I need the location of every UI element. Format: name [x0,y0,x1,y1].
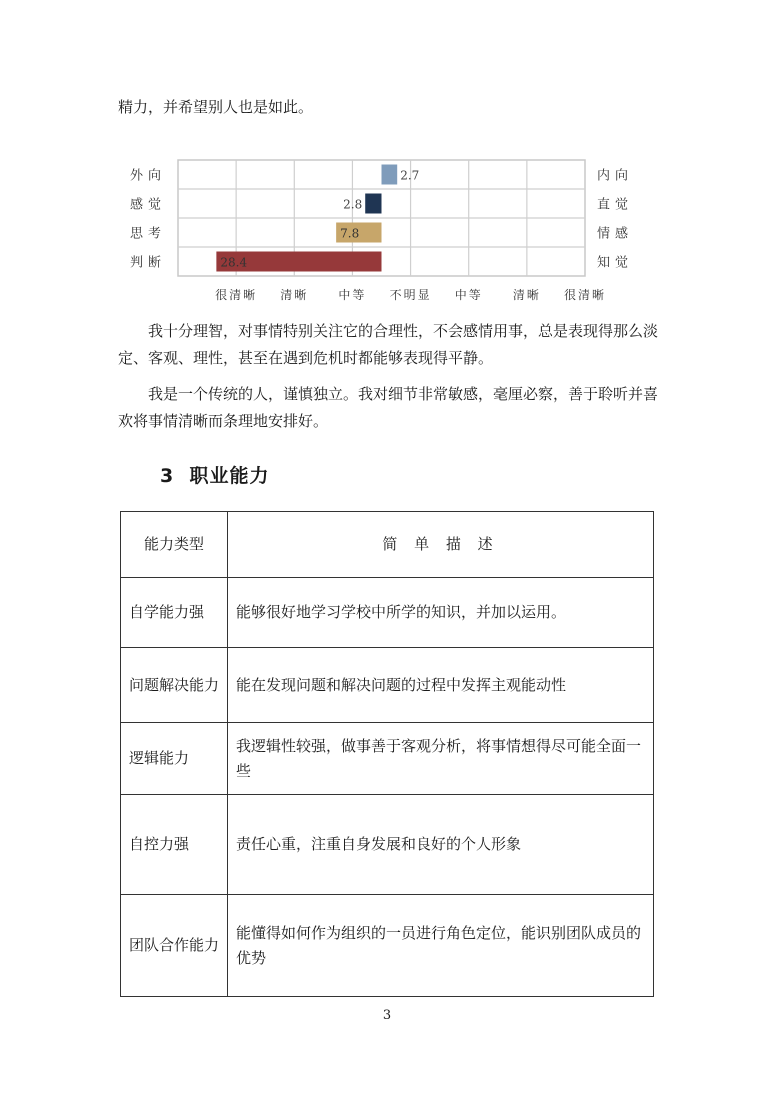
paragraph-intro: 精力，并希望别人也是如此。 [118,98,314,116]
chart-tick-label: 很清晰 [215,288,258,302]
paragraph-traditional: 我是一个传统的人，谨慎独立。我对细节非常敏感，毫厘必察，善于聆听并喜欢将事情清晰而条理地安排好。 [118,385,659,430]
section-title: 职业能力 [189,465,270,487]
paragraph-rational: 我十分理智，对事情特别关注它的合理性，不会感情用事，总是表现得那么淡定、客观、理性，甚至在遇到危机时都能够表现得平静。 [118,322,659,367]
chart-opposite-label: 情感 [596,226,634,242]
table-header-row [121,512,654,578]
chart-tick-label: 中等 [454,288,483,302]
chart-category-label: 思考 [129,226,167,242]
ability-type: 问题解决能力 [121,648,228,723]
ability-table [120,511,654,997]
chart-tick-label: 中等 [338,288,367,302]
chart-bar [365,194,381,214]
chart-tick-label: 清晰 [280,288,309,302]
ability-desc: 能在发现问题和解决问题的过程中发挥主观能动性 [228,648,654,723]
table-row [121,723,654,795]
chart-data-label: 2.8 [343,197,363,212]
personality-chart [128,155,648,315]
chart-tick-label: 清晰 [512,288,541,302]
chart-category-label: 感觉 [129,197,167,213]
page-number: 3 [382,1008,392,1023]
chart-opposite-label: 内向 [596,168,634,184]
chart-opposite-label: 直觉 [596,197,634,213]
chart-category-label: 外向 [129,168,167,184]
ability-type: 自学能力强 [121,578,228,648]
ability-desc: 能够很好地学习学校中所学的知识，并加以运用。 [228,578,654,648]
table-row [121,648,654,723]
chart-tick-label: 不明显 [389,288,432,302]
section-heading [160,461,269,488]
table-header-desc: 简 单 描 述 [228,512,654,578]
chart-tick-label: 很清晰 [563,288,607,302]
ability-desc: 责任心重，注重自身发展和良好的个人形象 [228,795,654,895]
section-number: 3 [160,465,175,487]
chart-category-label: 判断 [129,255,167,271]
ability-type: 团队合作能力 [121,895,228,997]
ability-desc: 能懂得如何作为组织的一员进行角色定位，能识别团队成员的优势 [228,895,654,997]
table-row [121,895,654,997]
ability-type: 逻辑能力 [121,723,228,795]
ability-desc: 我逻辑性较强，做事善于客观分析，将事情想得尽可能全面一些 [228,723,654,795]
ability-type: 自控力强 [121,795,228,895]
chart-opposite-label: 知觉 [596,255,634,271]
table-header-type: 能力类型 [121,512,228,578]
chart-bar [382,165,398,185]
table-row [121,578,654,648]
chart-data-label: 28.4 [220,255,248,270]
table-row [121,795,654,895]
chart-data-label: 7.8 [340,226,360,241]
chart-data-label: 2.7 [400,168,420,183]
